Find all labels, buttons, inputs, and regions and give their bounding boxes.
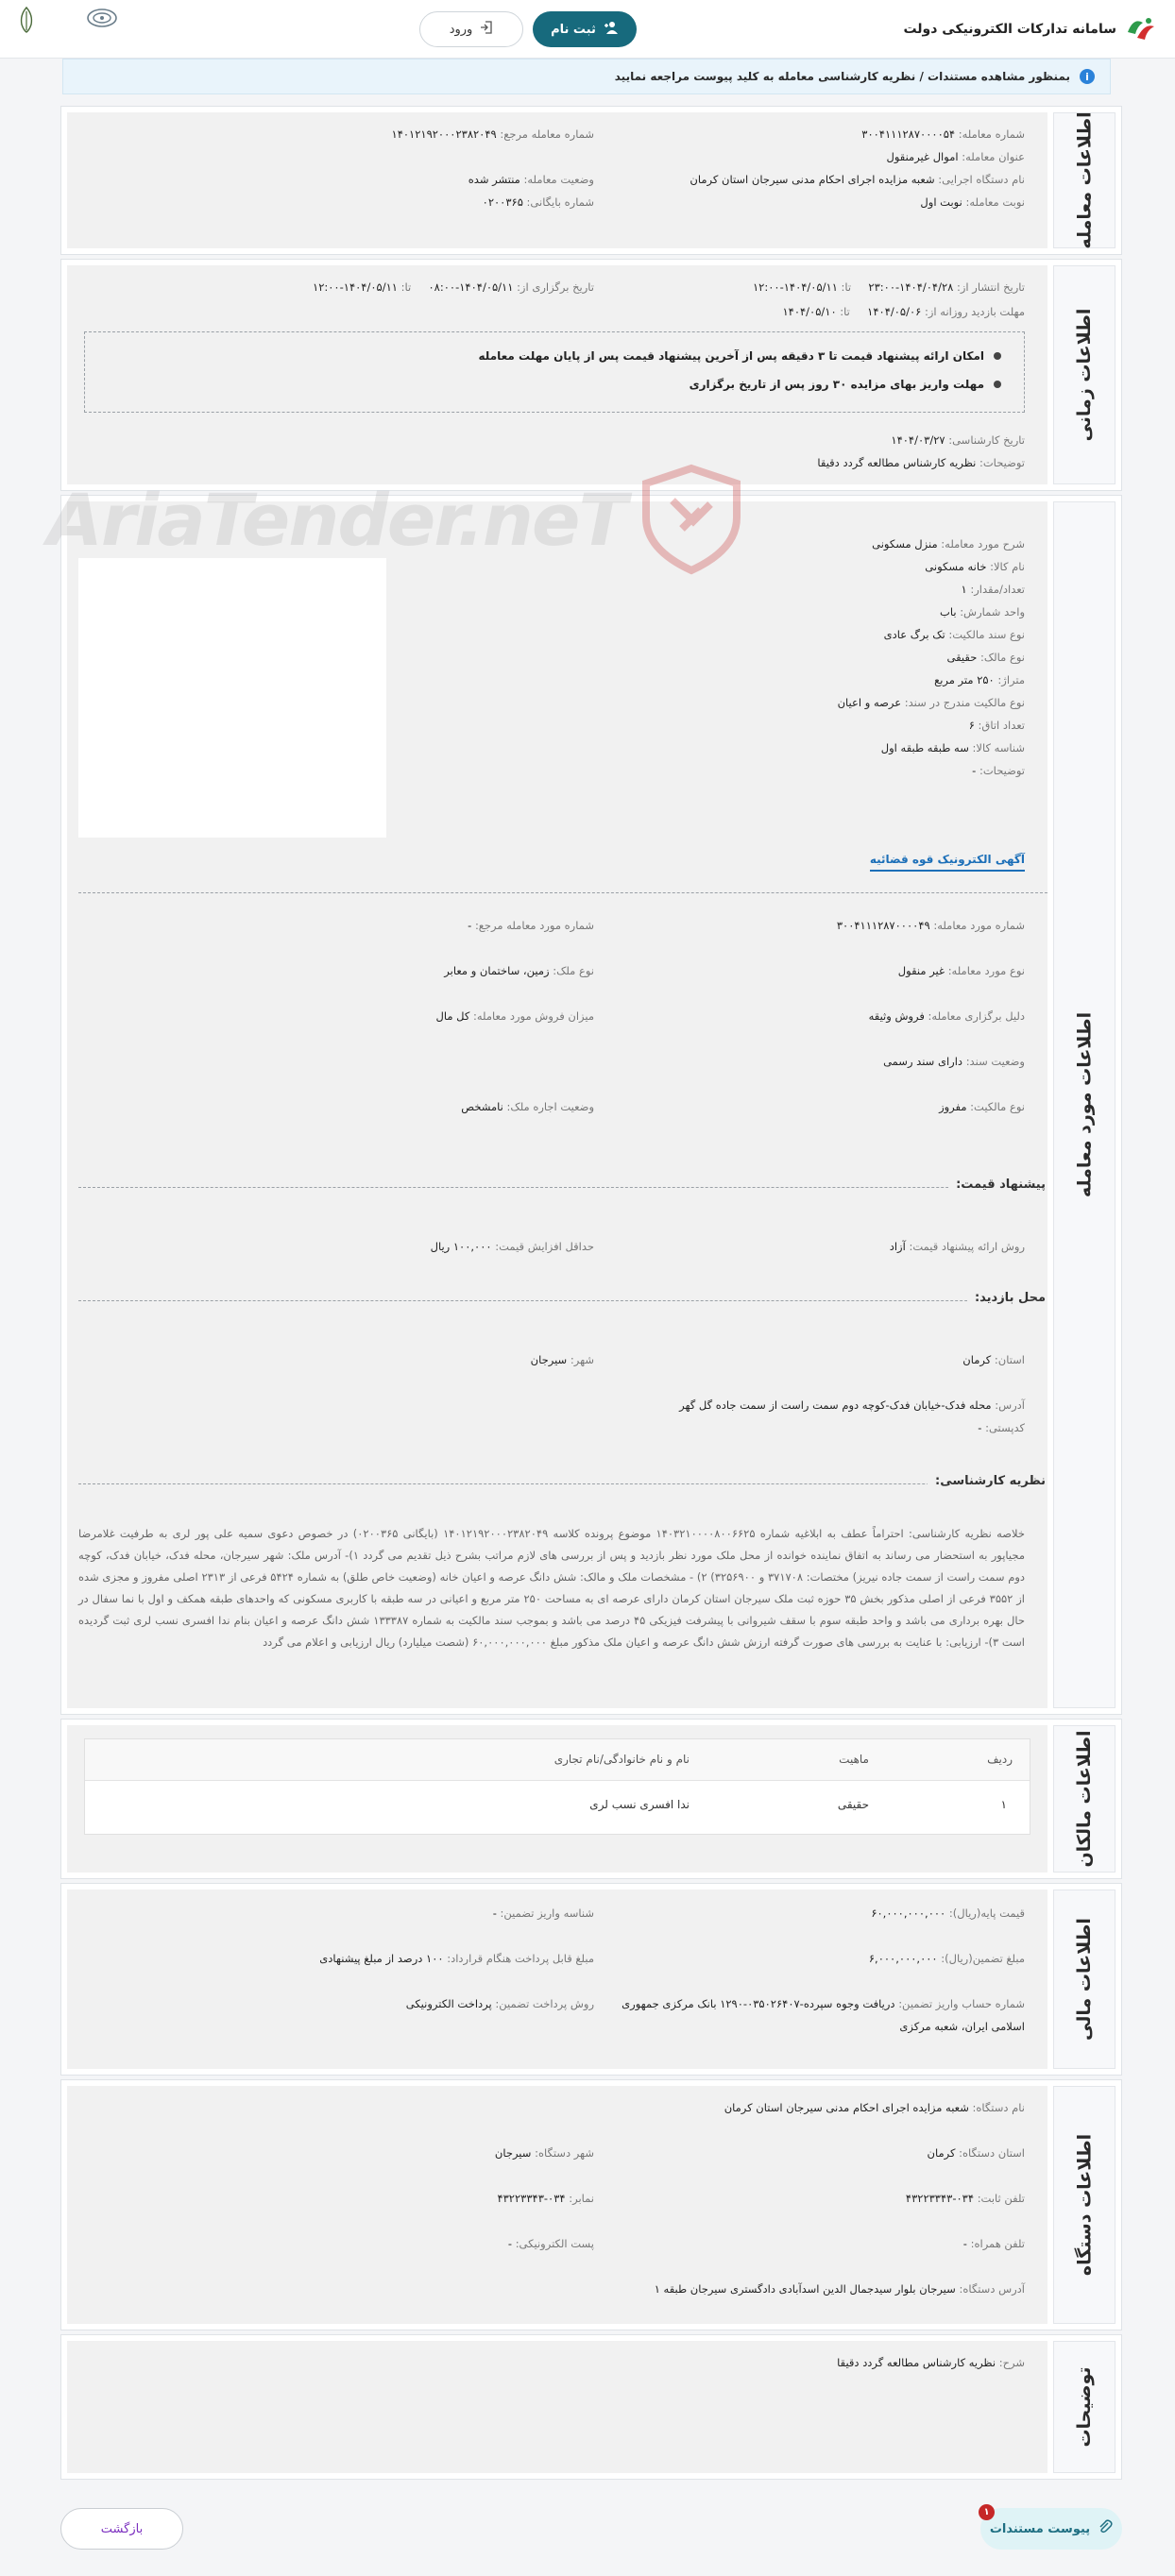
watermark <box>47 463 748 576</box>
field-agency-phone: تلفن ثابت: ۰۳۴-۴۳۲۲۳۳۴۳ <box>905 2192 1025 2205</box>
field-address: آدرس: محله فدک-خیابان فدک-کوچه دوم سمت راست از سمت جاده گل گهر <box>679 1398 1025 1412</box>
field-min-increase: حداقل افزایش قیمت: ۱۰۰,۰۰۰ ریال <box>430 1240 594 1253</box>
attachment-notice <box>62 59 1111 94</box>
top-navbar <box>0 0 1175 59</box>
field-agency-city: شهر دستگاه: سیرجان <box>494 2146 594 2160</box>
field-agency-address: آدرس دستگاه: سیرجان بلوار سیدجمال الدین اسدآبادی دادگستری سیرجان طبقه ۱ <box>654 2282 1025 2296</box>
column-header: ردیف <box>987 1753 1013 1766</box>
field-guarantee-account: شماره حساب واریز تضمین: دریافت وجوه سپرده-۰۳۵۰۲۶۴۰۷-۱۲۹۰ بانک مرکزی جمهوری <box>622 1997 1025 2010</box>
field-time-notes: توضیحات: نظریه کارشناس مطالعه گردد دقیقا <box>817 456 1025 469</box>
tab-judiciary-notice[interactable]: آگهی الکترونیک قوه قضائیه <box>870 853 1025 872</box>
time-info-card <box>60 259 1122 491</box>
field-agency-email: پست الکترونیکی: - <box>507 2237 594 2250</box>
field-item-name: نام کالا: خانه مسکونی <box>925 560 1025 573</box>
field-transaction-title: عنوان معامله: اموال غیرمنقول <box>886 150 1025 163</box>
field-contract-payment: مبلغ قابل پرداخت هنگام قرارداد: ۱۰۰ درصد از مبلغ پیشنهادی <box>319 1952 594 1965</box>
field-base-price: قیمت پایه(ریال): ۶۰,۰۰۰,۰۰۰,۰۰۰ <box>871 1907 1025 1920</box>
bullet-icon <box>994 352 1001 360</box>
field-item-unit: واحد شمارش: باب <box>940 605 1025 619</box>
agency-body <box>67 2086 1047 2324</box>
field-agency-fax: نمابر: ۰۳۴-۴۳۲۲۳۳۴۳ <box>497 2192 594 2205</box>
field-reference-number: شماره معامله مرجع: ۱۴۰۱۲۱۹۲۰۰۰۲۳۸۲۰۴۹ <box>391 127 594 141</box>
attachment-notice-text: بمنظور مشاهده مستندات / نظریه کارشناسی معامله به کلید پیوست مراجعه نمایید <box>614 70 1070 83</box>
field-deed-status: وضعیت سند: دارای سند رسمی <box>883 1055 1025 1068</box>
column-header: نام و نام خانوادگی/نام تجاری <box>553 1753 690 1766</box>
field-city: شهر: سیرجان <box>530 1353 594 1366</box>
setadiran-logo-icon <box>1124 13 1158 45</box>
signup-button[interactable] <box>533 11 637 47</box>
emblems <box>8 6 121 51</box>
item-photo <box>78 558 386 838</box>
expert-opinion-heading: نظریه کارشناسی: <box>928 1474 1047 1488</box>
item-info-card <box>60 495 1122 1715</box>
divider <box>78 1187 1047 1188</box>
field-ownership-in-deed: نوع مالکیت مندرج در سند: عرصه و اعیان <box>837 696 1025 709</box>
add-user-icon <box>604 21 619 38</box>
brand[interactable] <box>903 13 1158 45</box>
time-info-title: اطلاعات زمانی <box>1074 308 1095 442</box>
notes-body <box>67 2341 1047 2473</box>
field-hold-date: تاریخ برگزاری از: ۱۴۰۴/۰۵/۱۱-۰۸:۰۰ تا: ۱۴۰۴/۰۵/۱۱-۱۲:۰۰ <box>313 280 594 294</box>
field-owner-type: نوع مالک: حقیقی <box>946 651 1025 664</box>
financial-title: اطلاعات مالی <box>1074 1918 1095 2041</box>
field-agency-mobile: تلفن همراه: - <box>962 2237 1025 2250</box>
notes-title: توضیحات <box>1074 2366 1095 2448</box>
owners-table <box>84 1738 1030 1835</box>
field-item-description: شرح مورد معامله: منزل مسکونی <box>872 537 1025 551</box>
field-guarantee-account-cont: اسلامی ایران، شعبه مرکزی <box>899 2020 1025 2033</box>
owners-body <box>67 1725 1047 1873</box>
owner-index: ۱ <box>1000 1798 1007 1811</box>
field-agency-province: استان دستگاه: کرمان <box>927 2146 1025 2160</box>
item-info-body <box>67 501 1047 1708</box>
attachments-label: پیوست مستندات <box>989 2521 1091 2536</box>
field-property-type: نوع ملک: زمین، ساختمان و معابر <box>444 964 594 977</box>
attachments-button[interactable] <box>980 2508 1122 2550</box>
field-notes: شرح: نظریه کارشناس مطالعه گردد دقیقا <box>837 2356 1025 2369</box>
field-expert-date: تاریخ کارشناسی: ۱۴۰۴/۰۳/۲۷ <box>891 433 1025 447</box>
field-area: متراژ: ۲۵۰ متر مربع <box>934 673 1025 686</box>
login-icon <box>480 21 493 38</box>
owners-title: اطلاعات مالکان <box>1074 1730 1095 1868</box>
field-guarantee-amount: مبلغ تضمین(ریال): ۶,۰۰۰,۰۰۰,۰۰۰ <box>868 1952 1025 1965</box>
field-room-count: تعداد اتاق: ۶ <box>968 719 1025 732</box>
bullet-icon <box>994 381 1001 388</box>
offer-heading: پیشنهاد قیمت: <box>948 1178 1047 1192</box>
divider <box>78 1483 1047 1484</box>
field-rent-status: وضعیت اجاره ملک: نامشخص <box>461 1100 594 1113</box>
ariatender-logo-icon <box>635 463 748 576</box>
field-agency-full-name: نام دستگاه: شعبه مزایده اجرای احکام مدنی سیرجان استان کرمان <box>724 2101 1025 2114</box>
info-icon: i <box>1080 69 1095 84</box>
attachments-count-badge: ۱ <box>979 2504 995 2520</box>
signup-label: ثبت نام <box>551 22 596 37</box>
ict-ministry-logo-icon <box>83 6 121 51</box>
field-visit-date: مهلت بازدید روزانه از: ۱۴۰۴/۰۵/۰۶ تا: ۱۴۰۴/۰۵/۱۰ <box>782 305 1025 318</box>
divider <box>78 1300 1047 1301</box>
field-item-type: نوع مورد معامله: غیر منقول <box>897 964 1025 977</box>
transaction-info-title: اطلاعات معامله <box>1074 111 1095 249</box>
field-guarantee-id: شناسه واریز تضمین: - <box>492 1907 594 1920</box>
login-button[interactable] <box>419 11 523 47</box>
divider <box>78 892 1047 893</box>
field-item-id: شناسه کالا: سه طبقه طبقه اول <box>880 741 1025 754</box>
field-item-notes: توضیحات: - <box>972 764 1025 777</box>
field-deed-type: نوع سند مالکیت: تک برگ عادی <box>883 628 1025 641</box>
financial-body <box>67 1890 1047 2069</box>
item-info-title: اطلاعات مورد معامله <box>1074 1011 1095 1198</box>
owner-name: ندا افسری نسب لری <box>589 1798 690 1811</box>
notes-card <box>60 2334 1122 2480</box>
field-postal-code: کدپستی: - <box>978 1421 1025 1434</box>
owners-table-header <box>85 1739 1030 1781</box>
paperclip-icon <box>1098 2519 1113 2538</box>
brand-title: سامانه تدارکات الکترونیکی دولت <box>903 22 1116 37</box>
item-info-side <box>1053 501 1115 1708</box>
agency-title: اطلاعات دستگاه <box>1074 2133 1095 2277</box>
field-item-number: شماره مورد معامله: ۳۰۰۴۱۱۱۲۸۷۰۰۰۰۴۹ <box>836 919 1025 932</box>
time-info-body <box>67 265 1047 484</box>
visit-place-heading: محل بازدید: <box>967 1291 1047 1305</box>
column-header: ماهیت <box>839 1753 869 1766</box>
field-province: استان: کرمان <box>962 1353 1025 1366</box>
watermark-text: AriaTender.neT <box>47 477 626 562</box>
field-item-reference-number: شماره مورد معامله مرجع: - <box>468 919 594 932</box>
field-transaction-round: نوبت معامله: نوبت اول <box>920 195 1025 209</box>
time-condition-item: امکان ارائه پیشنهاد قیمت تا ۳ دقیقه پس از آخرین پیشنهاد قیمت پس از پایان مهلت معامله <box>479 349 1001 363</box>
field-publish-date: تاریخ انتشار از: ۱۴۰۴/۰۴/۲۸-۲۳:۰۰ تا: ۱۴۰۴/۰۵/۱۱-۱۲:۰۰ <box>752 280 1025 294</box>
field-guarantee-method: روش پرداخت تضمین: پرداخت الکترونیکی <box>405 1997 594 2010</box>
field-item-quantity: تعداد/مقدار: ۱ <box>961 583 1025 596</box>
expert-opinion-text: خلاصه نظریه کارشناسی: احتراماً عطف به ابلاغیه شماره ۱۴۰۳۲۱۰۰۰۰۸۰۰۶۶۲۵ موضوع پرونده کلاسه ۱۴۰۱۲۱۹۲۰۰۰۲۳۸۲۰۴۹ (بایگانی ۰۲۰۰۳۶۵) در خصوص دعوی سمیه علی پور لری به طرفیت غلامرضا مجیاپور به استحضار می رساند به اتفاق نماینده خوانده از محل ملک مورد نظر بازدید و پس از بررسی های لازم مراتب بشرح ذیل تقدیم می گردد ۱)- آدرس ملک: شهر سیرجان، محله فدک، خیابان فدک، کوچه دوم سمت راست از سمت جاده نیریز) مختصات: ۳۷۱۷۰۸ و ۳۲۵۶۹۰۰) ۲) - مشخصات ملک و مالک: شش دانگ عرصه و اعیان خانه (وضعیت خاص طلق) به شماره ۵۴۲۴ فرعی از ۲۳۱۳ اصلی مفروز و مجزی شده از ۳۵۵۲ فرعی از اصلی مذکور بخش ۳۵ حوزه ثبت ملک سیرجان استان کرمان دارای عرصه ای به مساحت ۲۵۰ متر مربع و اعیانی در سه طبقه با کاربری مسکونی که واحدهای طبقه همکف و اول با نما سفال در حال بهره برداری می باشد و واحد طبقه سوم با سقف شیروانی با پیشرفت فیزیکی ۴۵ درصد می باشد و بموجب سند مالکیت به شماره ۱۳۳۳۸۷ شش دانگ عرصه و اعیان بنام ندا افسری نسب لری ثبت گردیده است ۳)- ارزیابی: با عنایت به بررسی های صورت گرفته ارزش شش دانگ عرصه و اعیان ملک مذکور مبلغ ۶۰,۰۰۰,۰۰۰,۰۰۰ (شصت میلیارد) ریال ارزیابی و اعلام می گردد <box>78 1527 1026 1649</box>
notes-side <box>1053 2341 1115 2473</box>
field-offer-method: روش ارائه پیشنهاد قیمت: آزاد <box>889 1240 1025 1253</box>
field-transaction-number: شماره معامله: ۳۰۰۴۱۱۱۲۸۷۰۰۰۰۵۴ <box>861 127 1025 141</box>
financial-card <box>60 1883 1122 2076</box>
field-sale-portion: میزان فروش مورد معامله: کل مال <box>435 1009 594 1023</box>
back-button[interactable]: بازگشت <box>60 2508 183 2550</box>
login-label: ورود <box>449 22 473 37</box>
agency-card <box>60 2079 1122 2330</box>
agency-side <box>1053 2086 1115 2324</box>
field-archive-number: شماره بایگانی: ۰۲۰۰۳۶۵ <box>482 195 594 209</box>
field-transaction-status: وضعیت معامله: منتشر شده <box>468 173 594 186</box>
owners-card <box>60 1719 1122 1879</box>
owners-side <box>1053 1725 1115 1873</box>
transaction-info-card <box>60 106 1122 255</box>
field-hold-reason: دلیل برگزاری معامله: فروش وثیقه <box>868 1009 1025 1023</box>
transaction-info-body <box>67 112 1047 248</box>
field-agency-name: نام دستگاه اجرایی: شعبه مزایده اجرای احکام مدنی سیرجان استان کرمان <box>690 173 1025 186</box>
transaction-info-side <box>1053 112 1115 248</box>
time-info-side <box>1053 265 1115 484</box>
owner-type: حقیقی <box>837 1798 869 1811</box>
field-ownership-type: نوع مالکیت: مفروز <box>939 1100 1025 1113</box>
financial-side <box>1053 1890 1115 2069</box>
time-conditions-box <box>84 331 1025 413</box>
iran-emblem-icon <box>8 6 45 51</box>
time-condition-item: مهلت واریز بهای مزایده ۳۰ روز پس از تاریخ برگزاری <box>690 378 1001 391</box>
